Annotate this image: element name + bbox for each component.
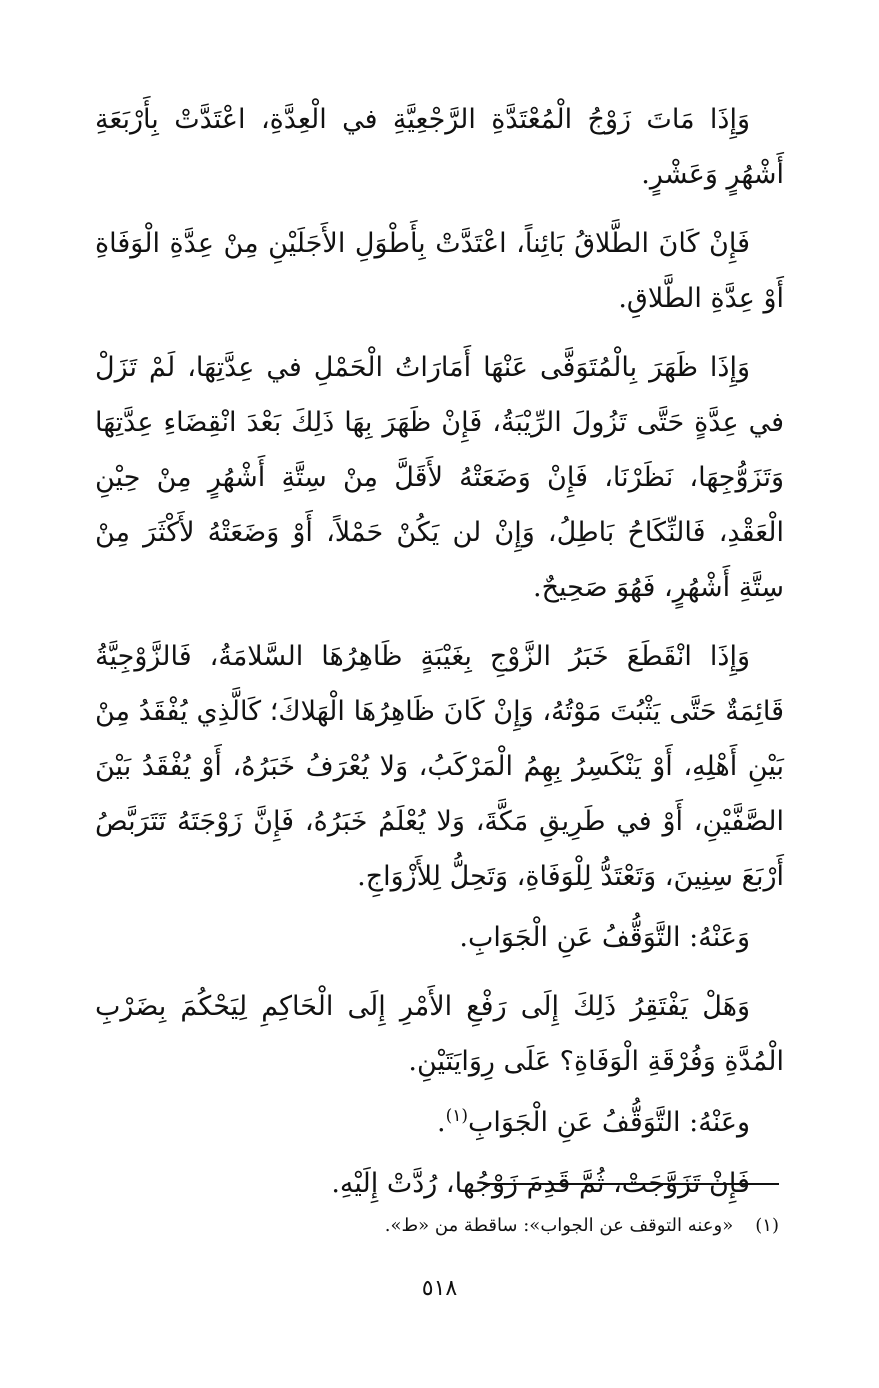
footnote-number: (١): [755, 1215, 779, 1236]
footnote-divider: [483, 1183, 779, 1185]
main-text-block: [95, 92, 784, 1225]
paragraph-8: فَإِنْ تَزَوَّجَتْ، ثُمَّ قَدِمَ زَوْجُها، رُدَّتْ إِلَيْهِ.: [331, 1168, 750, 1199]
footnote: [100, 1212, 779, 1240]
footnote-reference[interactable]: (١): [445, 1106, 469, 1126]
paragraph-7-text: وعَنْهُ: التَّوَقُّفُ عَنِ الْجَوَابِ: [468, 1107, 750, 1138]
paragraph-7-tail: .: [437, 1107, 446, 1138]
paragraph-3: وَإِذَا ظَهَرَ بِالْمُتَوَفَّى عَنْهَا أَمَارَاتُ الْحَمْلِ في عِدَّتِهَا، لَمْ تَزَلْ في عِدَّةٍ حَتَّى تَزُولَ الرِّيْبَةُ، فَإِنْ ظَهَرَ بِهَا ذَلِكَ بَعْدَ انْقِضَاءِ عِدَّتِهَا وَتَزَوُّجِهَا، نَظَرْنَا، فَإِنْ وَضَعَتْهُ لأَقَلَّ مِنْ سِتَّةِ أَشْهُرٍ مِنْ حِيْنِ الْعَقْدِ، فَالنِّكَاحُ بَاطِلُ، وَإِنْ لن يَكُنْ حَمْلاً، أَوْ وَضَعَتْهُ لأَكْثَرَ مِنْ سِتَّةِ أَشْهُرٍ، فَهُوَ صَحِيحٌ.: [95, 352, 785, 603]
footnote-text: «وعنه التوقف عن الجواب»: ساقطة من «ط».: [384, 1215, 734, 1236]
paragraph-6: وَهَلْ يَفْتَقِرُ ذَلِكَ إِلَى رَفْعِ الأَمْرِ إِلَى الْحَاكِمِ لِيَحْكُمَ بِضَرْبِ الْمُدَّةِ وَفُرْقَةِ الْوَفَاةِ؟ عَلَى رِوَايَتَيْنِ.: [95, 991, 784, 1077]
page-number: ٥١٨: [421, 1276, 458, 1301]
paragraph-4: وَإِذَا انْقَطَعَ خَبَرُ الزَّوْجِ بِغَيْبَةٍ ظَاهِرُهَا السَّلامَةُ، فَالزَّوْجِيَّةُ قَائِمَةٌ حَتَّى يَثْبُتَ مَوْتُهُ، وَإِنْ كَانَ ظَاهِرُهَا الْهَلاكَ؛ كَالَّذِي يُفْقَدُ مِنْ بَيْنِ أَهْلِهِ، أَوْ يَنْكَسِرُ بِهِمُ الْمَرْكَبُ، وَلا يُعْرَفُ خَبَرُهُ، أَوْ يُفْقَدُ بَيْنَ الصَّفَّيْنِ، أَوْ في طَرِيقِ مَكَّةَ، وَلا يُعْلَمُ خَبَرُهُ، فَإِنَّ زَوْجَتَهُ تَتَرَبَّصُ أَرْبَعَ سِنِينَ، وَتَعْتَدُّ لِلْوَفَاةِ، وَتَحِلُّ لِلأَزْوَاجِ.: [95, 641, 784, 892]
paragraph-5: وَعَنْهُ: التَّوَقُّفُ عَنِ الْجَوَابِ.: [459, 922, 750, 953]
paragraph-7: [95, 1095, 784, 1150]
paragraph-2: فَإِنْ كَانَ الطَّلاقُ بَائِناً، اعْتَدَّتْ بِأَطْوَلِ الأَجَلَيْنِ مِنْ عِدَّةِ الْوَفَاةِ أَوْ عِدَّةِ الطَّلاقِ.: [95, 228, 784, 314]
paragraph-1: وَإِذَا مَاتَ زَوْجُ الْمُعْتَدَّةِ الرَّجْعِيَّةِ في الْعِدَّةِ، اعْتَدَّتْ بِأَرْبَعَةِ أَشْهُرٍ وَعَشْرٍ.: [95, 104, 784, 190]
